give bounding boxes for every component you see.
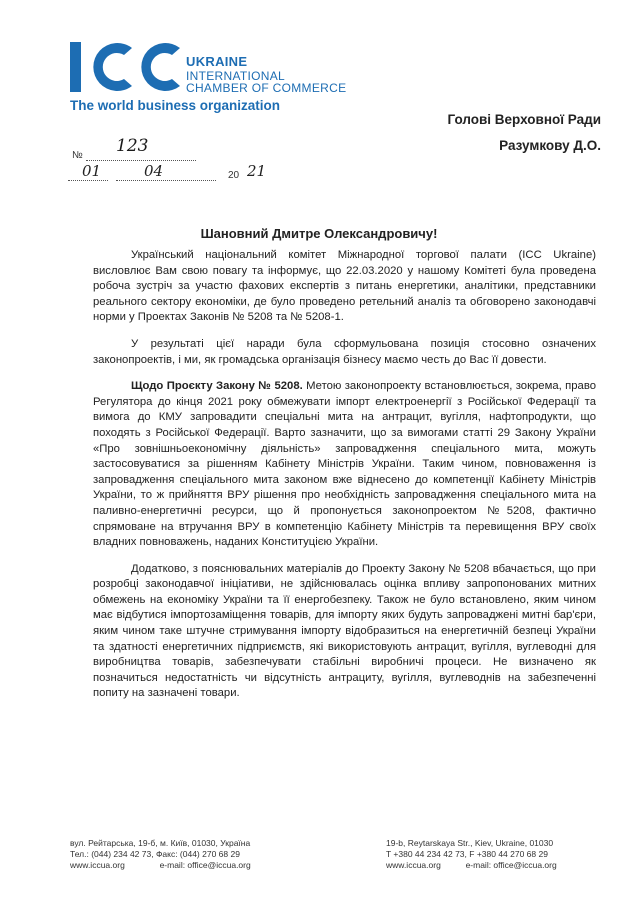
date-day-handwritten: 01 xyxy=(82,162,102,180)
footer-phones-ua: Тел.: (044) 234 42 73, Факс: (044) 270 68 29 xyxy=(70,849,240,859)
footer-address-en: 19-b, Reytarskaya Str., Kiev, Ukraine, 01030 xyxy=(386,838,554,848)
date-year-handwritten: 21 xyxy=(247,162,267,180)
footer-contacts-ua xyxy=(70,860,251,871)
date-month-handwritten: 04 xyxy=(144,162,164,180)
footer-web-ua[interactable]: www.iccua.org xyxy=(70,860,125,870)
footer-address-ua: вул. Рейтарська, 19-б, м. Київ, 01030, Україна xyxy=(70,838,251,848)
tagline: The world business organization xyxy=(70,98,281,113)
paragraph-1: Український національний комітет Міжнародної торгової палати (ICC Ukraine) висловлює Вам свою повагу та інформує, що 22.03.2020 у нашому Комітеті була проведена робоча зустріч за участю фахових експертів з питань енергетики, аналітики, представники реального сектору економіки, де було проведено ретельний аналіз та обговорено законодавчі норми у Проектах Законів № 5208 та № 5208-1. xyxy=(93,249,596,324)
footer-email-en[interactable]: e-mail: office@iccua.org xyxy=(465,860,557,870)
addressee-title: Голові Верховної Ради xyxy=(447,112,601,127)
brand-line-chamber: CHAMBER OF COMMERCE xyxy=(186,81,347,95)
addressee-name: Разумкову Д.О. xyxy=(499,138,601,153)
footer-web-en[interactable]: www.iccua.org xyxy=(386,860,441,870)
letter-body xyxy=(93,248,596,713)
salutation: Шановний Дмитре Олександровичу! xyxy=(200,226,438,241)
brand-line-international: INTERNATIONAL xyxy=(186,69,286,83)
number-label: № xyxy=(72,150,83,161)
paragraph-4: Додатково, з пояснювальних матеріалів до Проекту Закону № 5208 вбачається, що при розробці законодавчої ініціативи, не здійснювалась оцінка впливу запропонованих митних обмежень на економіку України та її енергобезпеку. Також не було встановлено, яким чином має відбутися імпортозаміщення товарів, для імпорту яких будуть запроваджені митні бар'єри, яким чином таке штучне стримування імпорту відобразиться на енергетичній безпеці України та здатності енергетичних підприємств, які використовують антрацит, вугілля, вуглеводні для виробництва товарів, забезпечувати стабільні виробничі процеси. Не визначено як позначиться недостатність чи відсутність антрациту, вугілля, вуглеводнів на забезпеченні попиту на зазначені товари. xyxy=(93,562,596,700)
number-handwritten: 123 xyxy=(116,136,149,156)
number-underline xyxy=(86,160,196,161)
footer-english xyxy=(386,838,557,871)
paragraph-2: У результаті цієї наради була сформульована позиція стосовно означених законопроектів, і ми, як громадська організація бізнесу маємо честь до Вас її довести. xyxy=(93,337,596,366)
footer-contacts-en xyxy=(386,860,557,871)
footer-email-ua[interactable]: e-mail: office@iccua.org xyxy=(159,860,251,870)
date-day-underline xyxy=(68,180,108,181)
icc-logo xyxy=(70,40,190,96)
date-month-underline xyxy=(116,180,216,181)
paragraph-3-lead: Щодо Проєкту Закону № 5208. xyxy=(131,380,303,393)
brand-line-ukraine: UKRAINE xyxy=(186,54,248,69)
footer-ukrainian xyxy=(70,838,251,871)
paragraph-3 xyxy=(93,379,596,551)
footer-phones-en: T +380 44 234 42 73, F +380 44 270 68 29 xyxy=(386,849,548,859)
paragraph-3-text: Метою законопроекту встановлюється, зокрема, право Регулятора до кінця 2021 року обмежувати імпорт електроенергії з Російської Федерації та вимога до КМУ запровадити спеціальні мита на антрацит, вугілля, нафтопродукти, що походять з Російської Федерації. Варто зазначити, що за вимогами статті 29 Закону України «Про зовнішньоекономічну діяльність» запровадження спеціального мита, можуть застосовуватися за рішенням Кабінету Міністрів України. Таким чином, повноваження із запровадження спеціального мита законом вже віднесено до компетенції Кабінету Міністрів України, то ж прийняття ВРУ рішення про необхідність запровадження спеціального мита на паливно-енергетичні ресурси, що й пропонується законопроектом №5208, фактично спрямоване на втручання ВРУ в компетенцію Кабінету Міністрів та перевищення ВРУ своїх владних повноважень, наданих Конституцією України. xyxy=(93,380,596,549)
date-year-prefix: 20 xyxy=(228,170,240,181)
